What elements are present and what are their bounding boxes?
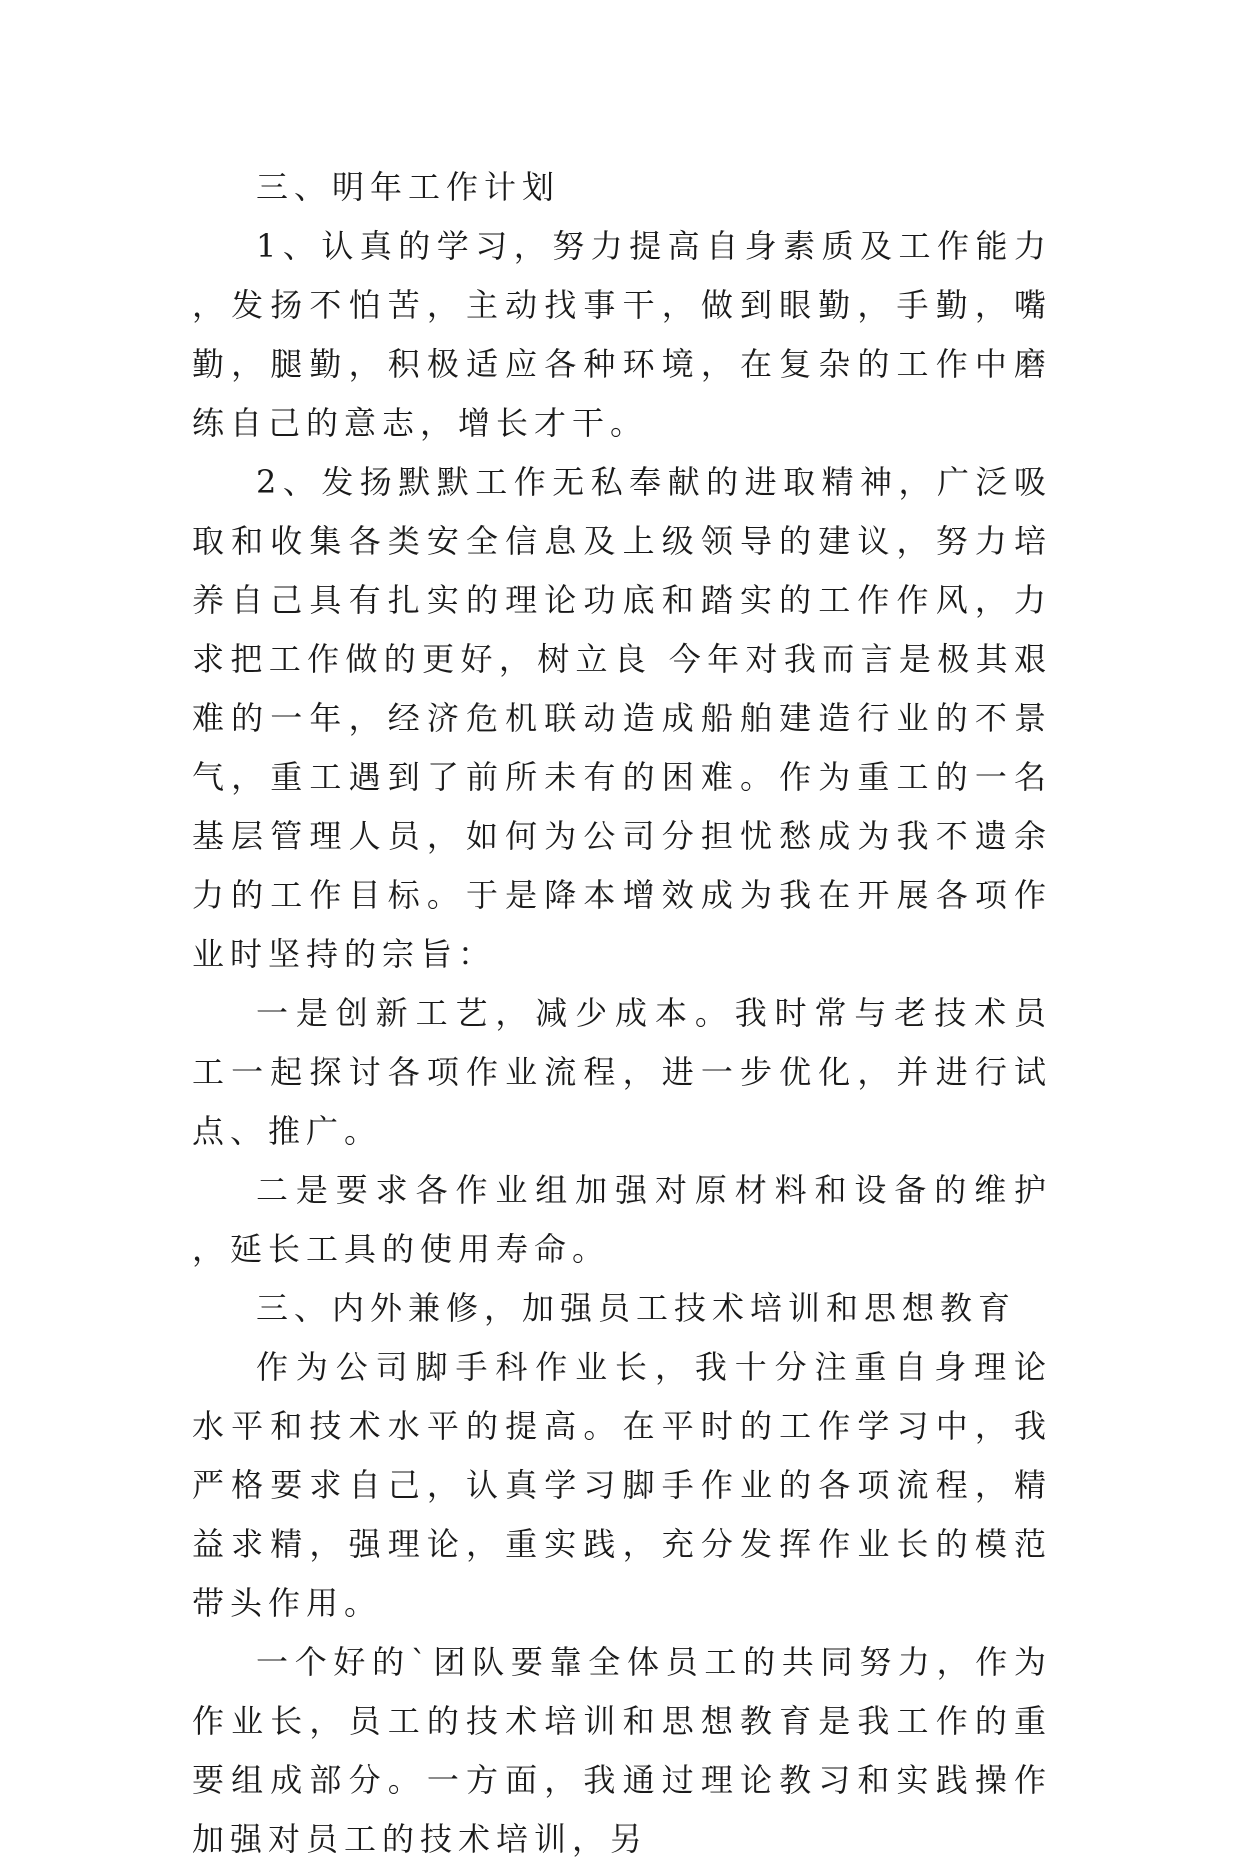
paragraph-team: 一个好的`团队要靠全体员工的共同努力，作为作业长，员工的技术培训和思想教育是我工作的重要组成部分。一方面，我通过理论教习和实践操作加强对员工的技术培训，另 (192, 1643, 1052, 1858)
paragraph-self-improvement: 作为公司脚手科作业长，我十分注重自身理论水平和技术水平的提高。在平时的工作学习中，我严格要求自己，认真学习脚手作业的各项流程，精益求精，强理论，重实践，充分发挥作业长的模范带头作用。 (192, 1348, 1052, 1622)
paragraph-innovation: 一是创新工艺，减少成本。我时常与老技术员工一起探讨各项作业流程，进一步优化，并进行试点、推广。 (192, 994, 1052, 1150)
paragraph-plan-item-1: 1、认真的学习，努力提高自身素质及工作能力，发扬不怕苦，主动找事干，做到眼勤，手勤，嘴勤，腿勤，积极适应各种环境，在复杂的工作中磨练自己的意志，增长才干。 (192, 227, 1052, 442)
document-body (192, 158, 1052, 1869)
paragraph-plan-item-2: 2、发扬默默工作无私奉献的进取精神，广泛吸取和收集各类安全信息及上级领导的建议，努力培养自己具有扎实的理论功底和踏实的工作作风，力求把工作做的更好，树立良 今年对我而言是极其艰难的一年，经济危机联动造成船舶建造行业的不景气，重工遇到了前所未有的困难。作为重工的一名基层管理人员，如何为公司分担忧愁成为我不遗余力的工作目标。于是降本增效成为我在开展各项作业时坚持的宗旨： (192, 463, 1052, 973)
heading-next-year-plan: 三、明年工作计划 (256, 168, 561, 206)
heading-training: 三、内外兼修，加强员工技术培训和思想教育 (256, 1289, 1017, 1327)
paragraph-maintenance: 二是要求各作业组加强对原材料和设备的维护，延长工具的使用寿命。 (192, 1171, 1052, 1268)
